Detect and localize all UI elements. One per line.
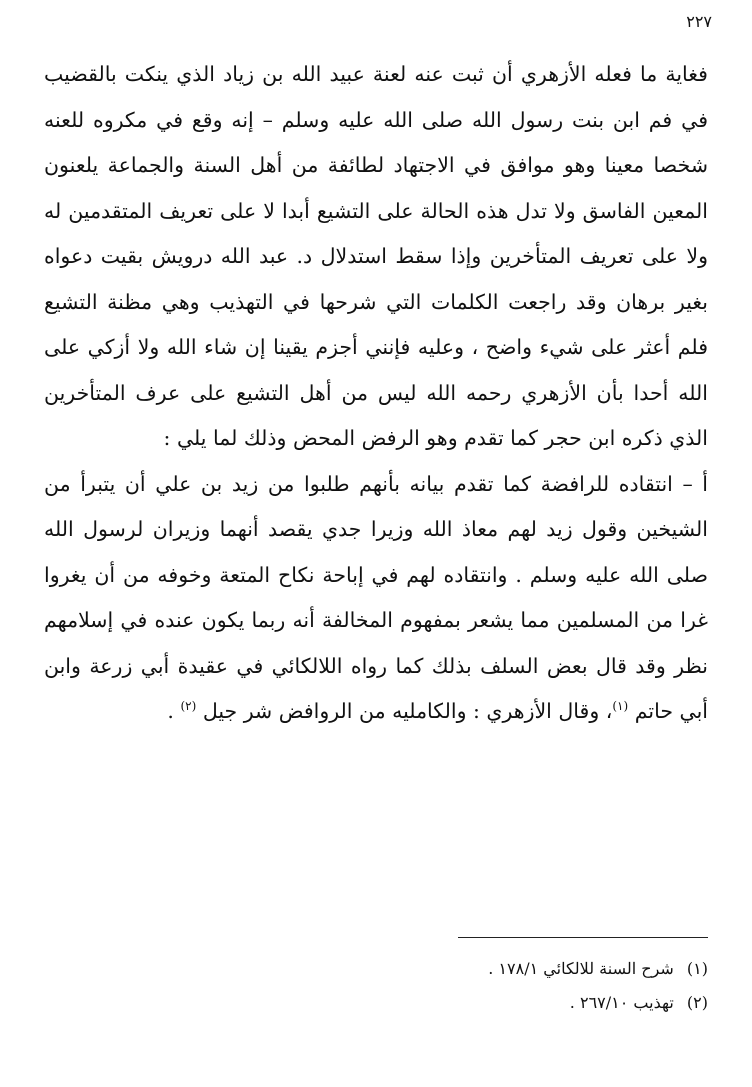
footnote-text: تهذيب ٢٦٧/١٠ . <box>569 993 674 1012</box>
paragraph-2-text: أ – انتقاده للرافضة كما تقدم بيانه بأنهم طلبوا من زيد بن علي أن يتبرأ من الشيخين وقول زيد لهم معاذ الله وزيرا جدي يقصد أنهما وزيران لرسول الله صلى الله عليه وسلم . وانتقاده لهم في إباحة نكاح المتعة وخوفه من أن يغروا غرا من المسلمين مما يشعر بمفهوم المخالفة أنه ربما يكون عنده في إسلامهم نظر وقد قال بعض السلف بذلك كما رواه اللالكائي في عقيدة أبي زرعة وابن أبي حاتم <box>44 471 708 723</box>
footnote-marker-2[interactable]: (٢) <box>180 699 197 714</box>
footnotes <box>44 952 708 1020</box>
footnote-text: شرح السنة للالكائي ١٧٨/١ . <box>488 959 674 978</box>
footnote-number: (٢) <box>686 993 708 1012</box>
footnote-2 <box>44 986 708 1020</box>
footnote-number: (١) <box>686 959 708 978</box>
page-number: ٢٢٧ <box>686 12 712 31</box>
footnote-1 <box>44 952 708 986</box>
main-text <box>44 52 708 735</box>
paragraph-2 <box>44 462 708 735</box>
footnote-marker-1[interactable]: (١) <box>612 699 629 714</box>
paragraph-1: فغاية ما فعله الأزهري أن ثبت عنه لعنة عبيد الله بن زياد الذي ينكت بالقضيب في فم ابن بنت رسول الله صلى الله عليه وسلم – إنه وقع في مكروه للعنه شخصا معينا وهو موافق في الاجتهاد لطائفة من أهل السنة والجماعة يلعنون المعين الفاسق ولا تدل هذه الحالة على التشيع أبدا لا على تعريف المتقدمين له ولا على تعريف المتأخرين وإذا سقط استدلال د. عبد الله درويش بقيت دعواه بغير برهان وقد راجعت الكلمات التي شرحها في التهذيب وهي مظنة التشيع فلم أعثر على شيء واضح ، وعليه فإنني أجزم يقينا إن شاء الله ولا أزكي على الله أحدا بأن الأزهري رحمه الله ليس من أهل التشيع على عرف المتأخرين الذي ذكره ابن حجر كما تقدم وهو الرفض المحض وذلك لما يلي : <box>44 62 708 450</box>
paragraph-2-continuation: ، وقال الأزهري : والكامليه من الروافض شر جيل <box>202 699 613 723</box>
footnote-divider <box>458 937 708 938</box>
paragraph-2-end: . <box>167 699 181 723</box>
